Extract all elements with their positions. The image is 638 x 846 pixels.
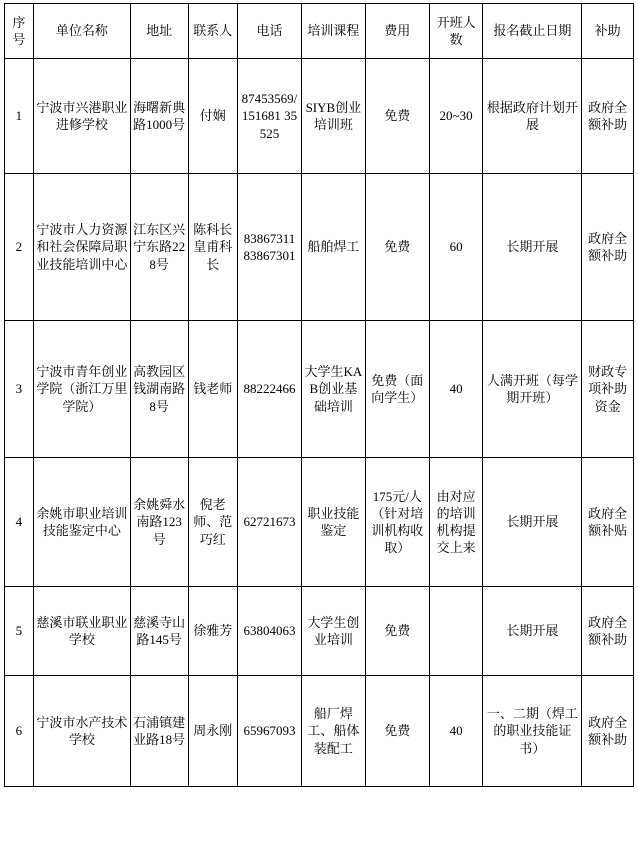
cell-course: 船舶焊工	[301, 174, 365, 321]
cell-course: 职业技能鉴定	[301, 458, 365, 587]
training-programs-table	[4, 3, 634, 787]
cell-contact: 倪老师、范巧红	[188, 458, 237, 587]
cell-subsidy: 政府全额补助	[582, 587, 634, 676]
cell-no: 5	[5, 587, 34, 676]
cell-class-size	[429, 587, 483, 676]
cell-contact: 钱老师	[188, 321, 237, 458]
table-header-row	[5, 4, 634, 59]
cell-phone: 83867311 83867301	[238, 174, 302, 321]
cell-course: 大学生KAB创业基础培训	[301, 321, 365, 458]
column-header-phone: 电话	[238, 4, 302, 59]
cell-contact: 周永刚	[188, 676, 237, 787]
cell-address: 江东区兴宁东路228号	[130, 174, 188, 321]
table-row	[5, 676, 634, 787]
cell-phone: 87453569/151681 35525	[238, 59, 302, 174]
cell-fee: 免费	[365, 59, 429, 174]
cell-fee: 免费	[365, 174, 429, 321]
cell-no: 1	[5, 59, 34, 174]
cell-phone: 88222466	[238, 321, 302, 458]
cell-address: 慈溪寺山路145号	[130, 587, 188, 676]
cell-fee: 免费	[365, 676, 429, 787]
cell-address: 海曙新典路1000号	[130, 59, 188, 174]
cell-contact: 徐雅芳	[188, 587, 237, 676]
cell-fee: 免费（面向学生）	[365, 321, 429, 458]
cell-course: SIYB创业培训班	[301, 59, 365, 174]
cell-class-size: 由对应的培训机构提交上来	[429, 458, 483, 587]
column-header-class-size: 开班人数	[429, 4, 483, 59]
cell-subsidy: 政府全额补助	[582, 59, 634, 174]
cell-address: 余姚舜水南路123号	[130, 458, 188, 587]
cell-deadline: 人满开班（每学期开班）	[483, 321, 582, 458]
cell-no: 2	[5, 174, 34, 321]
cell-subsidy: 财政专项补助资金	[582, 321, 634, 458]
table-row	[5, 59, 634, 174]
cell-no: 4	[5, 458, 34, 587]
cell-deadline: 一、二期（焊工的职业技能证书）	[483, 676, 582, 787]
column-header-address: 地址	[130, 4, 188, 59]
column-header-unit: 单位名称	[33, 4, 130, 59]
table-row	[5, 174, 634, 321]
table-row	[5, 458, 634, 587]
cell-phone: 62721673	[238, 458, 302, 587]
cell-contact: 付娴	[188, 59, 237, 174]
cell-course: 大学生创业培训	[301, 587, 365, 676]
cell-deadline: 长期开展	[483, 174, 582, 321]
cell-class-size: 60	[429, 174, 483, 321]
cell-class-size: 40	[429, 321, 483, 458]
column-header-deadline: 报名截止日期	[483, 4, 582, 59]
cell-subsidy: 政府全额补贴	[582, 458, 634, 587]
cell-phone: 63804063	[238, 587, 302, 676]
cell-contact: 陈科长皇甫科长	[188, 174, 237, 321]
cell-subsidy: 政府全额补助	[582, 676, 634, 787]
cell-fee: 175元/人（针对培训机构收取）	[365, 458, 429, 587]
column-header-no: 序号	[5, 4, 34, 59]
cell-address: 石浦镇建业路18号	[130, 676, 188, 787]
cell-course: 船厂焊工、船体装配工	[301, 676, 365, 787]
cell-deadline: 根据政府计划开展	[483, 59, 582, 174]
cell-fee: 免费	[365, 587, 429, 676]
column-header-course: 培训课程	[301, 4, 365, 59]
cell-unit: 宁波市兴港职业进修学校	[33, 59, 130, 174]
cell-deadline: 长期开展	[483, 458, 582, 587]
cell-phone: 65967093	[238, 676, 302, 787]
cell-unit: 宁波市水产技术学校	[33, 676, 130, 787]
cell-no: 6	[5, 676, 34, 787]
table-row	[5, 587, 634, 676]
cell-address: 高教园区钱湖南路8号	[130, 321, 188, 458]
cell-class-size: 40	[429, 676, 483, 787]
column-header-subsidy: 补助	[582, 4, 634, 59]
table-row	[5, 321, 634, 458]
cell-unit: 余姚市职业培训技能鉴定中心	[33, 458, 130, 587]
column-header-contact: 联系人	[188, 4, 237, 59]
cell-class-size: 20~30	[429, 59, 483, 174]
cell-subsidy: 政府全额补助	[582, 174, 634, 321]
cell-no: 3	[5, 321, 34, 458]
cell-deadline: 长期开展	[483, 587, 582, 676]
cell-unit: 宁波市青年创业学院（浙江万里学院）	[33, 321, 130, 458]
cell-unit: 慈溪市联业职业学校	[33, 587, 130, 676]
cell-unit: 宁波市人力资源和社会保障局职业技能培训中心	[33, 174, 130, 321]
column-header-fee: 费用	[365, 4, 429, 59]
